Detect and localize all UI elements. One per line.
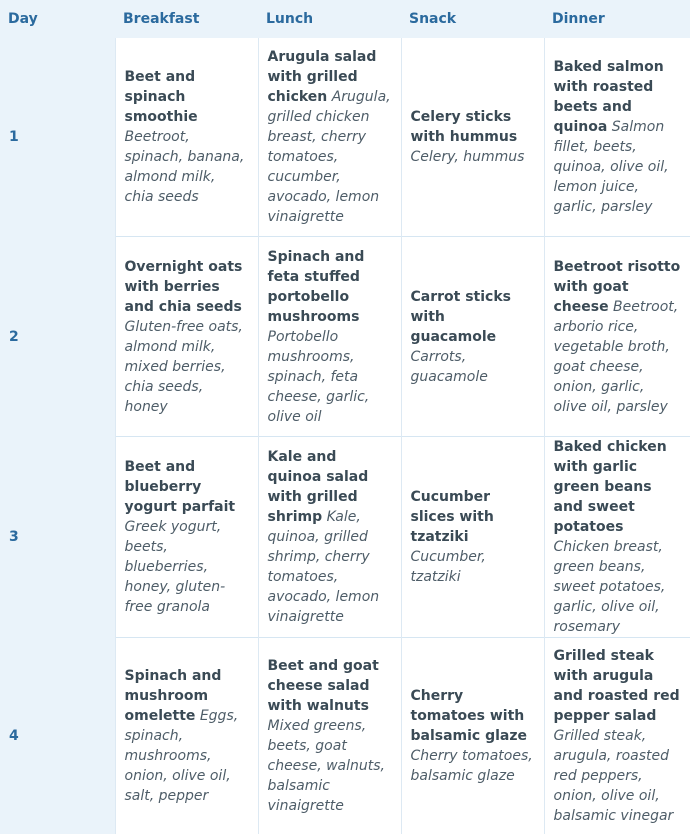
dinner-cell (544, 437, 690, 638)
meal-name: Spinach and feta stuffed portobello mushrooms (268, 249, 365, 325)
meal-ingredients: Greek yogurt, beets, blueberries, honey, gluten-free granola (125, 519, 226, 615)
table-row (0, 437, 690, 638)
dinner-cell (544, 638, 690, 834)
meal-ingredients: Portobello mushrooms, spinach, feta cheese, garlic, olive oil (268, 329, 370, 425)
meal-name: Beetroot risotto with goat cheese (554, 259, 681, 315)
day-number: 3 (0, 437, 115, 638)
snack-cell (401, 638, 544, 834)
meal-name: Beet and goat cheese salad with walnuts (268, 658, 379, 714)
meal-name: Baked salmon with roasted beets and quinoa (554, 59, 664, 135)
meal-name: Celery sticks with hummus (411, 109, 518, 145)
breakfast-cell (115, 237, 258, 437)
meal-name: Beet and spinach smoothie (125, 69, 198, 125)
meal-ingredients: Beetroot, arborio rice, vegetable broth, goat cheese, onion, garlic, olive oil, parsley (554, 299, 679, 415)
meal-ingredients: Kale, quinoa, grilled shrimp, cherry tomatoes, avocado, lemon vinaigrette (268, 509, 380, 625)
breakfast-cell (115, 638, 258, 834)
meal-ingredients: Cucumber, tzatziki (411, 549, 486, 585)
header-row (0, 0, 690, 38)
meal-ingredients: Arugula, grilled chicken breast, cherry tomatoes, cucumber, avocado, lemon vinaigrette (268, 89, 391, 225)
snack-cell (401, 237, 544, 437)
meal-ingredients: Grilled steak, arugula, roasted red peppers, onion, olive oil, balsamic vinegar (554, 728, 674, 824)
meal-name: Cherry tomatoes with balsamic glaze (411, 688, 528, 744)
table-row (0, 38, 690, 237)
meal-ingredients: Gluten-free oats, almond milk, mixed berries, chia seeds, honey (125, 319, 243, 415)
meal-ingredients: Eggs, spinach, mushrooms, onion, olive oil, salt, pepper (125, 708, 239, 804)
meal-ingredients: Beetroot, spinach, banana, almond milk, chia seeds (125, 129, 245, 205)
day-number: 4 (0, 638, 115, 834)
table-row (0, 638, 690, 834)
day-number: 1 (0, 38, 115, 237)
lunch-cell (258, 237, 401, 437)
meal-ingredients: Chicken breast, green beans, sweet potatoes, garlic, olive oil, rosemary (554, 539, 666, 635)
meal-ingredients: Mixed greens, beets, goat cheese, walnuts, balsamic vinaigrette (268, 718, 386, 814)
breakfast-cell (115, 38, 258, 237)
meal-ingredients: Carrots, guacamole (411, 349, 488, 385)
lunch-cell (258, 638, 401, 834)
dinner-cell (544, 38, 690, 237)
header-day: Day (0, 0, 115, 38)
snack-cell (401, 38, 544, 237)
day-number: 2 (0, 237, 115, 437)
lunch-cell (258, 38, 401, 237)
header-lunch: Lunch (258, 0, 401, 38)
meal-name: Cucumber slices with tzatziki (411, 489, 494, 545)
table-row (0, 237, 690, 437)
meal-name: Grilled steak with arugula and roasted red pepper salad (554, 648, 680, 724)
meal-name: Spinach and mushroom omelette (125, 668, 222, 724)
meal-name: Kale and quinoa salad with grilled shrimp (268, 449, 369, 525)
meal-ingredients: Celery, hummus (411, 149, 525, 165)
header-dinner: Dinner (544, 0, 690, 38)
meal-name: Beet and blueberry yogurt parfait (125, 459, 236, 515)
meal-ingredients: Salmon fillet, beets, quinoa, olive oil, lemon juice, garlic, parsley (554, 119, 669, 215)
snack-cell (401, 437, 544, 638)
meal-name: Arugula salad with grilled chicken (268, 49, 377, 105)
meal-name: Baked chicken with garlic green beans and sweet potatoes (554, 439, 667, 535)
header-breakfast: Breakfast (115, 0, 258, 38)
dinner-cell (544, 237, 690, 437)
meal-name: Overnight oats with berries and chia seeds (125, 259, 243, 315)
header-snack: Snack (401, 0, 544, 38)
breakfast-cell (115, 437, 258, 638)
meal-name: Carrot sticks with guacamole (411, 289, 511, 345)
meal-ingredients: Cherry tomatoes, balsamic glaze (411, 748, 533, 784)
lunch-cell (258, 437, 401, 638)
